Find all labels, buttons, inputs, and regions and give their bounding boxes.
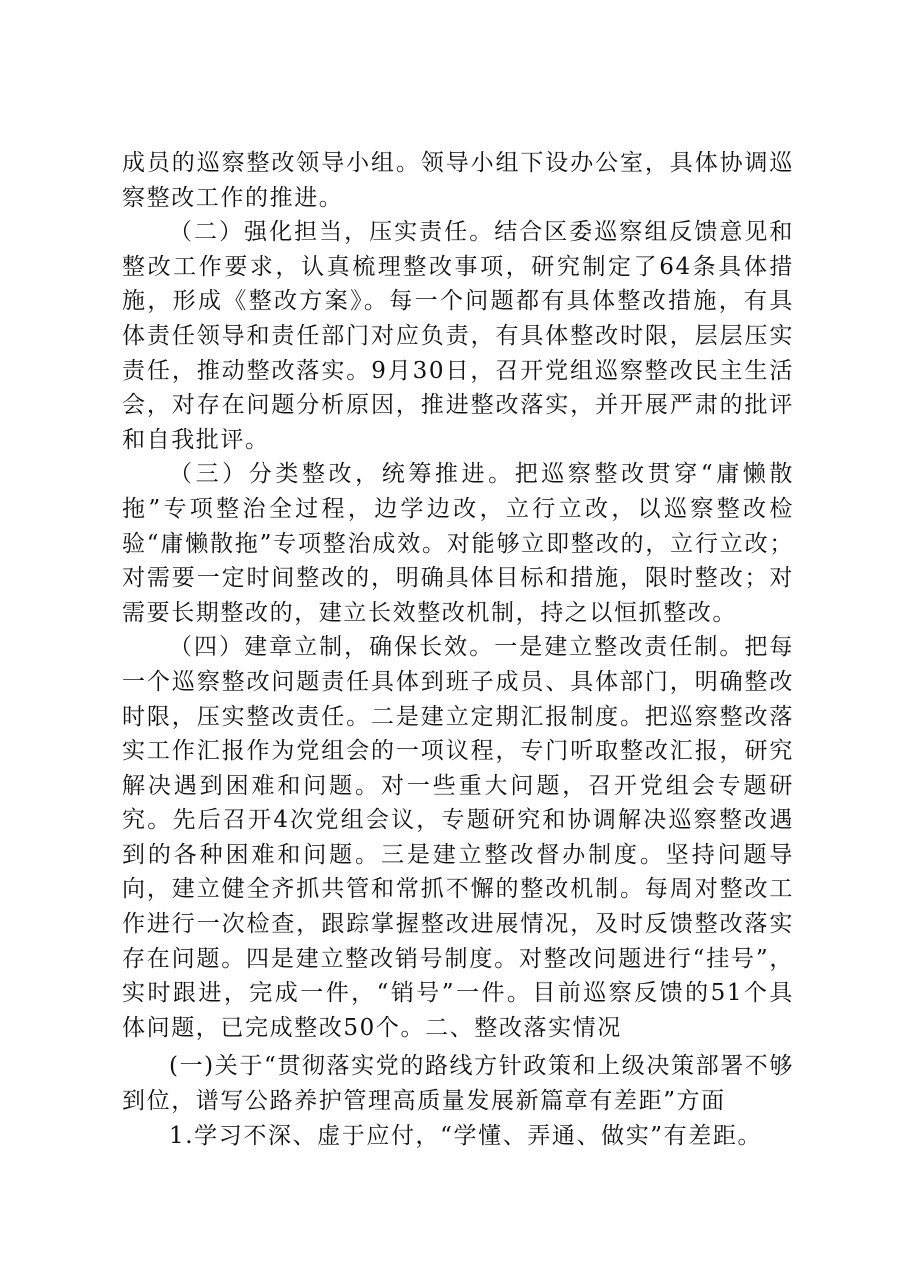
paragraph-leadership-group: 成员的巡察整改领导小组。领导小组下设办公室，具体协调巡察整改工作的推进。 bbox=[122, 150, 794, 211]
paragraph-section-heading: (一)关于“贯彻落实党的路线方针政策和上级决策部署不够到位，谱写公路养护管理高质量发展新篇章有差距”方面 bbox=[122, 1053, 794, 1115]
paragraph-item-one: 1.学习不深、虚于应付，“学懂、弄通、做实”有差距。 bbox=[169, 1122, 763, 1149]
paragraph-institution-building: （四）建章立制，确保长效。一是建立整改责任制。把每一个巡察整改问题责任具体到班子成员、具体部门，明确整改时限，压实整改责任。二是建立定期汇报制度。把巡察整改落实工作汇报作为党组会的一项议程，专门听取整改汇报，研究解决遇到困难和问题。对一些重大问题，召开党组会专题研究。先后召开4次党组会议，专题研究和协调解决巡察整改遇到的各种困难和问题。三是建立整改督办制度。坚持问题导向，建立健全齐抓共管和常抓不懈的整改机制。每周对整改工作进行一次检查，跟踪掌握整改进展情况，及时反馈整改落实存在问题。四是建立整改销号制度。对整改问题进行“挂号”，实时跟进，完成一件，“销号”一件。目前巡察反馈的51个具体问题，已完成整改50个。二、整改落实情况 bbox=[122, 634, 794, 1041]
paragraph-classified-rectification: （三）分类整改，统筹推进。把巡察整改贯穿“庸懒散拖”专项整治全过程，边学边改，立行立改，以巡察整改检验“庸懒散拖”专项整治成效。对能够立即整改的，立行立改；对需要一定时间整改的，明确具体目标和措施，限时整改；对需要长期整改的，建立长效整改机制，持之以恒抓整改。 bbox=[122, 461, 794, 626]
document-body bbox=[122, 146, 794, 1153]
paragraph-responsibility: （二）强化担当，压实责任。结合区委巡察组反馈意见和整改工作要求，认真梳理整改事项，研究制定了64条具体措施，形成《整改方案》。每一个问题都有具体整改措施，有具体责任领导和责任部门对应负责，有具体整改时限，层层压实责任，推动整改落实。9月30日，召开党组巡察整改民主生活会，对存在问题分析原因，推进整改落实，并开展严肃的批评和自我批评。 bbox=[122, 219, 794, 453]
